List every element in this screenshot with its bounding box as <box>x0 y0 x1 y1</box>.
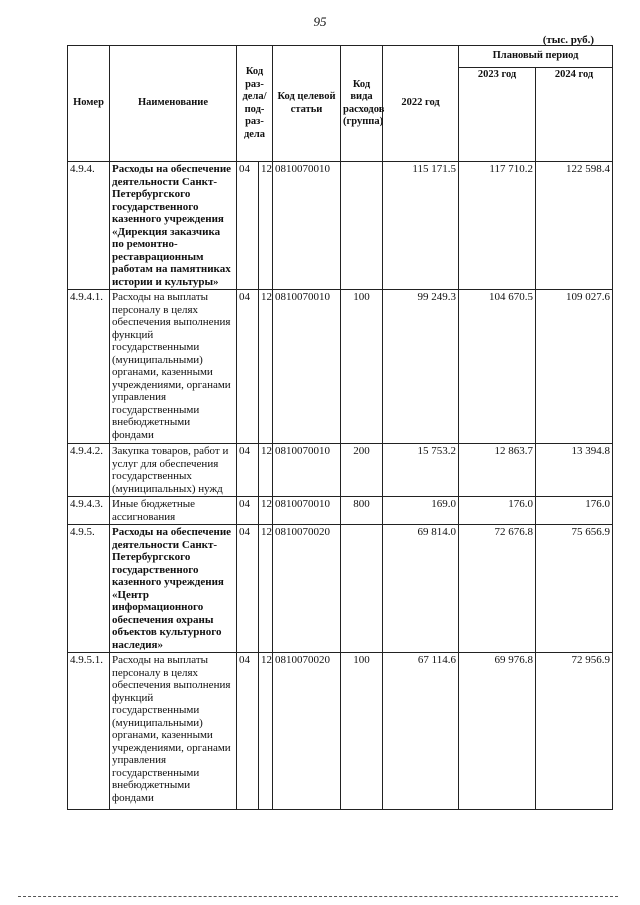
row-number: 4.9.5. <box>68 525 110 653</box>
row-target-code: 0810070020 <box>273 653 341 810</box>
row-subsection-code: 12 <box>259 497 273 525</box>
row-value-2024: 109 027.6 <box>536 290 613 444</box>
row-target-code: 0810070010 <box>273 290 341 444</box>
row-section-code: 04 <box>237 444 259 497</box>
row-subsection-code: 12 <box>259 653 273 810</box>
header-target-code: Код целевой статьи <box>273 46 341 162</box>
bottom-rule <box>18 896 618 897</box>
row-value-2022: 15 753.2 <box>383 444 459 497</box>
row-expense-type-code <box>341 162 383 290</box>
row-value-2022: 115 171.5 <box>383 162 459 290</box>
row-value-2024: 75 656.9 <box>536 525 613 653</box>
row-subsection-code: 12 <box>259 525 273 653</box>
row-subsection-code: 12 <box>259 290 273 444</box>
header-year-2022: 2022 год <box>383 46 459 162</box>
row-name: Закупка товаров, работ и услуг для обеспечения государственных (муниципальных) нужд <box>110 444 237 497</box>
header-num: Номер <box>68 46 110 162</box>
page-number: 95 <box>313 14 327 29</box>
row-name: Расходы на обеспечение деятельности Санкт-Петербургского государственного казенного учреждения «Центр информационного обеспечения охраны объектов культурного наследия» <box>110 525 237 653</box>
row-value-2024: 122 598.4 <box>536 162 613 290</box>
row-name: Иные бюджетные ассигнования <box>110 497 237 525</box>
table-row <box>68 162 613 290</box>
row-value-2022: 99 249.3 <box>383 290 459 444</box>
row-value-2022: 169.0 <box>383 497 459 525</box>
units-label: (тыс. руб.) <box>542 34 594 46</box>
table-row <box>68 290 613 444</box>
row-value-2022: 69 814.0 <box>383 525 459 653</box>
row-number: 4.9.4.2. <box>68 444 110 497</box>
row-value-2023: 72 676.8 <box>459 525 536 653</box>
row-value-2023: 176.0 <box>459 497 536 525</box>
table-row <box>68 653 613 810</box>
row-value-2023: 69 976.8 <box>459 653 536 810</box>
row-target-code: 0810070010 <box>273 162 341 290</box>
row-section-code: 04 <box>237 653 259 810</box>
table-row <box>68 444 613 497</box>
row-value-2024: 176.0 <box>536 497 613 525</box>
row-name: Расходы на обеспечение деятельности Санкт-Петербургского государственного казенного учреждения «Дирекция заказчика по ремонтно-реставрационным работам на памятниках истории и культуры» <box>110 162 237 290</box>
header-name: Наименование <box>110 46 237 162</box>
row-number: 4.9.4. <box>68 162 110 290</box>
table-body <box>68 162 613 810</box>
row-section-code: 04 <box>237 525 259 653</box>
table-row <box>68 497 613 525</box>
row-value-2023: 104 670.5 <box>459 290 536 444</box>
row-expense-type-code: 800 <box>341 497 383 525</box>
row-value-2024: 72 956.9 <box>536 653 613 810</box>
header-planned-period: Плановый период <box>459 46 613 68</box>
row-section-code: 04 <box>237 497 259 525</box>
row-number: 4.9.4.1. <box>68 290 110 444</box>
row-number: 4.9.4.3. <box>68 497 110 525</box>
row-target-code: 0810070010 <box>273 444 341 497</box>
row-expense-type-code: 200 <box>341 444 383 497</box>
row-expense-type-code: 100 <box>341 290 383 444</box>
row-subsection-code: 12 <box>259 444 273 497</box>
row-target-code: 0810070020 <box>273 525 341 653</box>
row-number: 4.9.5.1. <box>68 653 110 810</box>
header-year-2023: 2023 год <box>459 68 536 162</box>
row-subsection-code: 12 <box>259 162 273 290</box>
row-value-2023: 117 710.2 <box>459 162 536 290</box>
row-section-code: 04 <box>237 290 259 444</box>
table-row <box>68 525 613 653</box>
row-value-2024: 13 394.8 <box>536 444 613 497</box>
row-name: Расходы на выплаты персоналу в целях обеспечения выполнения функций государственными (муниципальными) органами, казенными учреждениями, органами управления государственными внебюджетными фондами <box>110 290 237 444</box>
row-value-2023: 12 863.7 <box>459 444 536 497</box>
row-value-2022: 67 114.6 <box>383 653 459 810</box>
row-name: Расходы на выплаты персоналу в целях обеспечения выполнения функций государственными (муниципальными) органами, казенными учреждениями, органами управления государственными внебюджетными фондами <box>110 653 237 810</box>
row-expense-type-code <box>341 525 383 653</box>
header-expense-type-code: Код вида расходов (группа) <box>341 46 383 162</box>
budget-table <box>67 45 613 810</box>
row-target-code: 0810070010 <box>273 497 341 525</box>
header-year-2024: 2024 год <box>536 68 613 162</box>
row-expense-type-code: 100 <box>341 653 383 810</box>
header-section-code: Код раз-дела/ под-раз-дела <box>237 46 273 162</box>
row-section-code: 04 <box>237 162 259 290</box>
